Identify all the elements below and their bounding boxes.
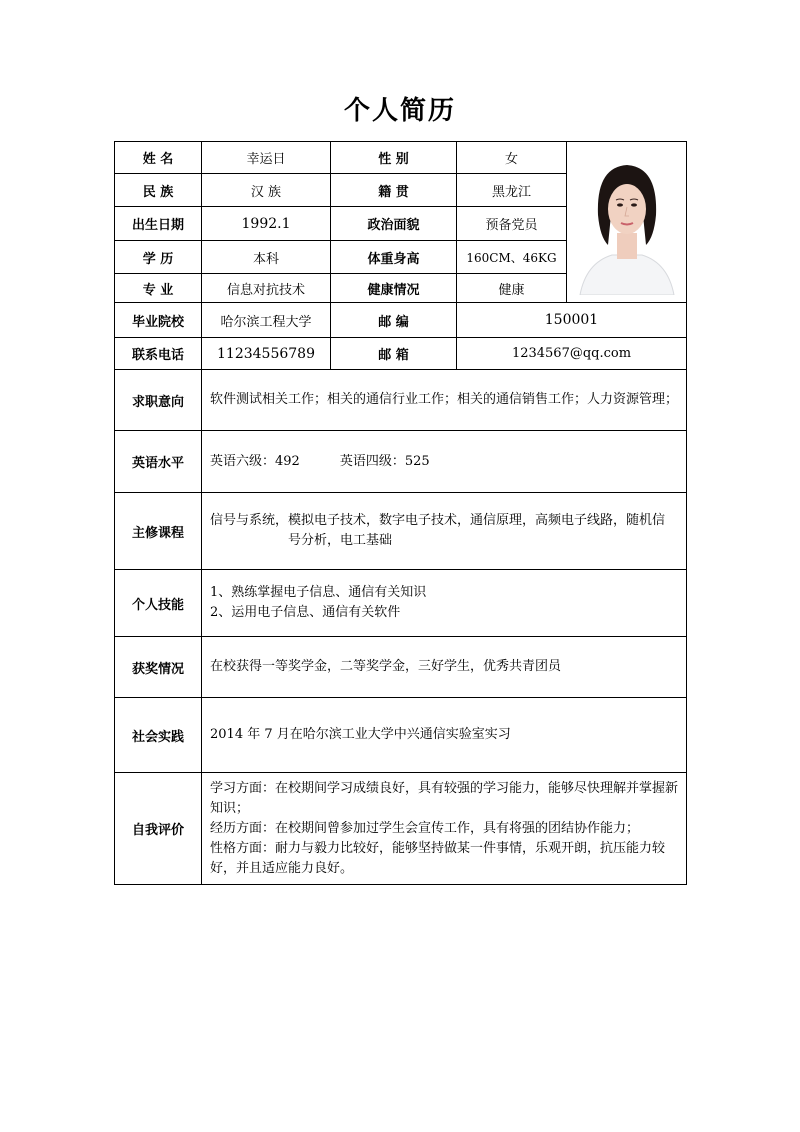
resume-table bbox=[114, 141, 687, 885]
political-label: 政治面貌 bbox=[331, 207, 457, 241]
awards-value: 在校获得一等奖学金，二等奖学金，三好学生，优秀共青团员 bbox=[202, 637, 687, 698]
self-character: 性格方面：耐力与毅力比较好，能够坚持做某一件事情，乐观开朗，抗压能力较好，并且适应能力良好。 bbox=[210, 840, 666, 876]
major-label: 专 业 bbox=[115, 274, 202, 303]
phone-value: 11234556789 bbox=[202, 338, 331, 370]
name-value: 幸运日 bbox=[202, 142, 331, 174]
health-value: 健康 bbox=[457, 274, 567, 303]
edu-value: 本科 bbox=[202, 241, 331, 274]
page-title: 个人简历 bbox=[343, 96, 456, 126]
self-value bbox=[202, 773, 687, 885]
school-label: 毕业院校 bbox=[115, 303, 202, 338]
skill-item: 1、熟练掌握电子信息、通信有关知识 bbox=[210, 585, 427, 600]
self-study: 学习方面：在校期间学习成绩良好，具有较强的学习能力，能够尽快理解并掌握新知识； bbox=[210, 780, 679, 816]
gender-label: 性 别 bbox=[331, 142, 457, 174]
email-label: 邮 箱 bbox=[331, 338, 457, 370]
practice-value: 2014 年 7 月在哈尔滨工业大学中兴通信实验室实习 bbox=[202, 698, 687, 773]
practice-label: 社会实践 bbox=[115, 698, 202, 773]
health-label: 健康情况 bbox=[331, 274, 457, 303]
awards-label: 获奖情况 bbox=[115, 637, 202, 698]
school-value: 哈尔滨工程大学 bbox=[202, 303, 331, 338]
birth-label: 出生日期 bbox=[115, 207, 202, 241]
portrait-face bbox=[608, 184, 646, 234]
gender-value: 女 bbox=[457, 142, 567, 174]
ethnic-value: 汉 族 bbox=[202, 174, 331, 207]
skills-value bbox=[202, 570, 687, 637]
body-label: 体重身高 bbox=[331, 241, 457, 274]
political-value: 预备党员 bbox=[457, 207, 567, 241]
zip-label: 邮 编 bbox=[331, 303, 457, 338]
english-cet4: 英语四级：525 bbox=[339, 453, 430, 469]
portrait-neck bbox=[617, 233, 637, 259]
skills-label: 个人技能 bbox=[115, 570, 202, 637]
name-label: 姓 名 bbox=[115, 142, 202, 174]
native-label: 籍 贯 bbox=[331, 174, 457, 207]
major-value: 信息对抗技术 bbox=[202, 274, 331, 303]
courses-line-1: 信号与系统，模拟电子技术，数字电子技术，通信原理，高频电子线路，随机信 bbox=[210, 513, 666, 528]
self-experience: 经历方面：在校期间曾参加过学生会宣传工作，具有将强的团结协作能力； bbox=[210, 820, 640, 836]
ethnic-label: 民 族 bbox=[115, 174, 202, 207]
self-label: 自我评价 bbox=[115, 773, 202, 885]
email-value: 1234567@qq.com bbox=[457, 338, 687, 370]
phone-label: 联系电话 bbox=[115, 338, 202, 370]
intent-label: 求职意向 bbox=[115, 370, 202, 431]
portrait-photo bbox=[572, 145, 682, 295]
courses-value bbox=[202, 493, 687, 570]
zip-value: 150001 bbox=[457, 303, 687, 338]
english-cet6: 英语六级：492 bbox=[210, 453, 300, 469]
native-value: 黑龙江 bbox=[457, 174, 567, 207]
birth-value: 1992.1 bbox=[202, 207, 331, 241]
courses-line-2: 号分析，电工基础 bbox=[288, 533, 393, 548]
skill-item: 2、运用电子信息、通信有关软件 bbox=[210, 605, 401, 620]
english-label: 英语水平 bbox=[115, 431, 202, 493]
intent-value: 软件测试相关工作；相关的通信行业工作；相关的通信销售工作；人力资源管理； bbox=[202, 370, 687, 431]
edu-label: 学 历 bbox=[115, 241, 202, 274]
courses-label: 主修课程 bbox=[115, 493, 202, 570]
body-value: 160CM、46KG bbox=[457, 241, 567, 274]
english-value bbox=[202, 431, 687, 493]
photo-cell bbox=[567, 142, 687, 303]
